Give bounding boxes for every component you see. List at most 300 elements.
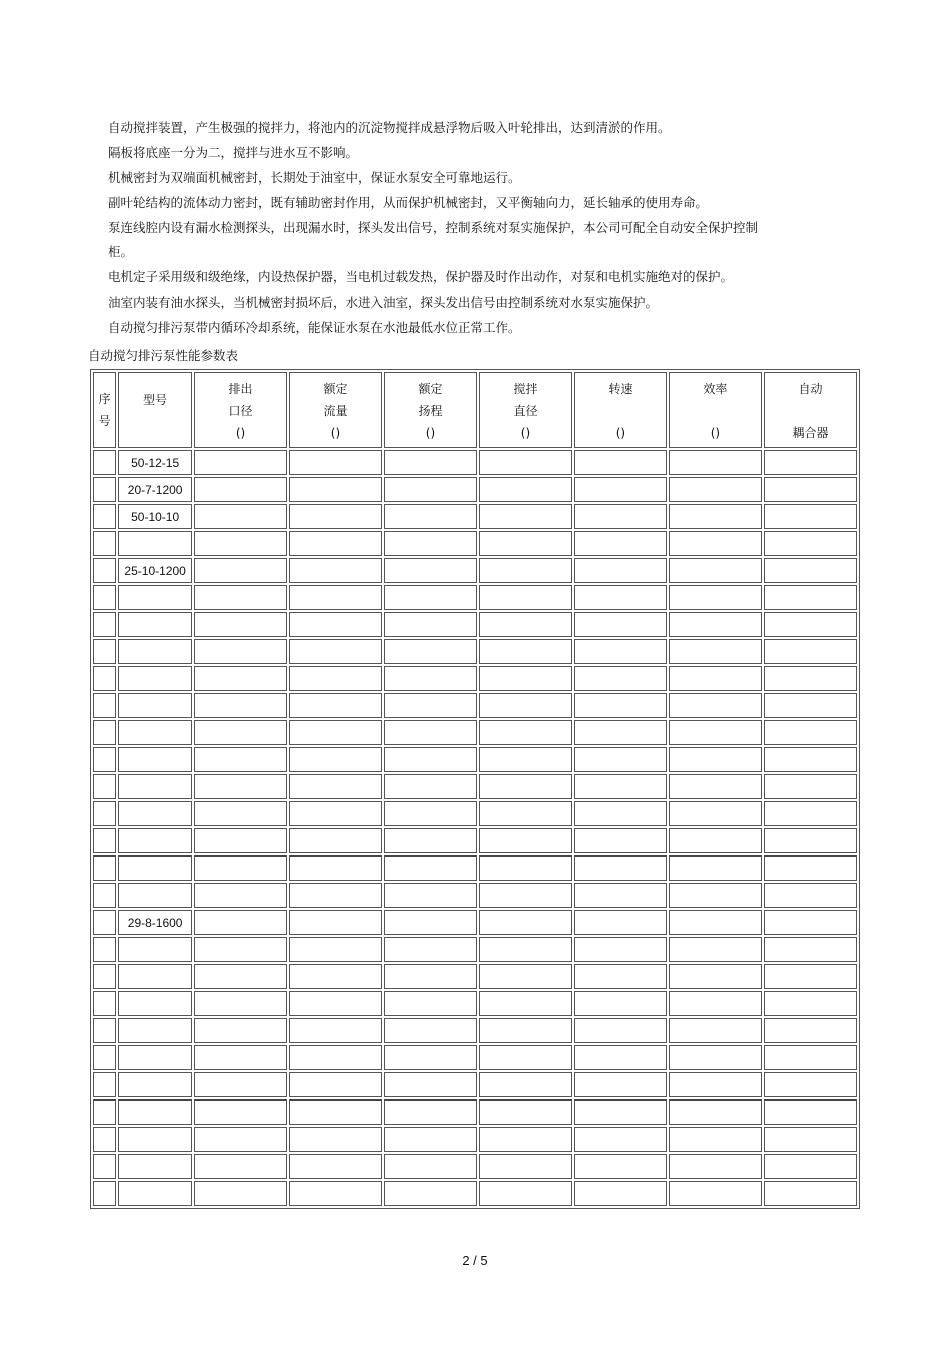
cell-value <box>669 450 762 475</box>
cell-value <box>384 612 477 637</box>
cell-value <box>384 558 477 583</box>
table-row <box>93 801 857 826</box>
cell-value <box>194 450 287 475</box>
cell-value <box>289 639 382 664</box>
cell-value <box>669 883 762 908</box>
cell-value <box>289 801 382 826</box>
cell-value <box>479 531 572 556</box>
cell-model <box>118 937 192 962</box>
cell-value <box>574 1018 667 1043</box>
cell-value <box>479 450 572 475</box>
cell-value <box>289 450 382 475</box>
table-row <box>93 883 857 908</box>
paragraph-1: 自动搅拌装置，产生极强的搅拌力，将池内的沉淀物搅拌成悬浮物后吸入叶轮排出，达到清淤的作用。 <box>108 120 671 135</box>
page-number: 2 / 5 <box>462 1253 488 1268</box>
cell-value <box>669 531 762 556</box>
cell-value <box>669 477 762 502</box>
cell-value <box>384 1099 477 1125</box>
cell-value <box>574 991 667 1016</box>
cell-value <box>479 828 572 853</box>
cell-value <box>764 747 857 772</box>
cell-value <box>384 801 477 826</box>
header-stir-diameter: 搅拌 直径 () <box>479 372 572 448</box>
cell-model <box>118 828 192 853</box>
cell-value <box>574 666 667 691</box>
cell-value <box>384 883 477 908</box>
cell-value <box>669 558 762 583</box>
cell-value <box>194 639 287 664</box>
paragraph-5: 泵连线腔内设有漏水检测探头，出现漏水时，探头发出信号，控制系统对泵实施保护，本公司可配全自动安全保护控制 <box>108 220 759 235</box>
cell-seq <box>93 1045 116 1070</box>
cell-model <box>118 801 192 826</box>
cell-value <box>289 504 382 529</box>
cell-value <box>669 1018 762 1043</box>
header-coupling: 自动 耦合器 <box>764 372 857 448</box>
cell-value <box>194 1018 287 1043</box>
header-flow: 额定 流量 () <box>289 372 382 448</box>
cell-value <box>764 612 857 637</box>
cell-value <box>289 774 382 799</box>
cell-value <box>574 964 667 989</box>
cell-value <box>479 639 572 664</box>
cell-seq <box>93 1072 116 1097</box>
cell-seq <box>93 855 116 881</box>
header-model: 型号 <box>118 372 192 448</box>
cell-value <box>574 747 667 772</box>
cell-value <box>479 1154 572 1179</box>
cell-value <box>574 639 667 664</box>
cell-seq <box>93 774 116 799</box>
cell-value <box>194 1045 287 1070</box>
cell-value <box>194 991 287 1016</box>
cell-value <box>289 1072 382 1097</box>
cell-seq <box>93 450 116 475</box>
cell-value <box>764 1018 857 1043</box>
cell-value <box>479 693 572 718</box>
cell-value <box>194 1072 287 1097</box>
cell-value <box>289 693 382 718</box>
cell-value <box>384 964 477 989</box>
cell-value <box>289 964 382 989</box>
cell-value <box>194 910 287 935</box>
cell-value <box>574 910 667 935</box>
cell-model <box>118 720 192 745</box>
cell-value <box>384 991 477 1016</box>
table-row <box>93 1045 857 1070</box>
cell-value <box>384 1154 477 1179</box>
table-row <box>93 558 857 583</box>
cell-value <box>384 585 477 610</box>
cell-value <box>764 774 857 799</box>
cell-value <box>764 937 857 962</box>
cell-model: 29-8-1600 <box>118 910 192 935</box>
cell-value <box>384 720 477 745</box>
paragraph-3: 机械密封为双端面机械密封，长期处于油室中，保证水泵安全可靠地运行。 <box>108 170 521 185</box>
cell-value <box>194 1127 287 1152</box>
paragraph-2: 隔板将底座一分为二，搅拌与进水互不影响。 <box>108 145 359 160</box>
cell-value <box>764 1127 857 1152</box>
cell-value <box>384 828 477 853</box>
cell-seq <box>93 801 116 826</box>
cell-value <box>764 801 857 826</box>
cell-value <box>384 1018 477 1043</box>
table-row <box>93 991 857 1016</box>
cell-seq <box>93 585 116 610</box>
cell-value <box>669 747 762 772</box>
cell-value <box>764 991 857 1016</box>
table-row <box>93 1099 857 1125</box>
table-row <box>93 666 857 691</box>
cell-seq <box>93 531 116 556</box>
cell-value <box>764 639 857 664</box>
cell-value <box>764 1099 857 1125</box>
cell-value <box>479 1099 572 1125</box>
cell-value <box>479 720 572 745</box>
cell-value <box>669 1154 762 1179</box>
cell-seq <box>93 666 116 691</box>
cell-value <box>669 1072 762 1097</box>
cell-value <box>574 1127 667 1152</box>
cell-value <box>479 801 572 826</box>
cell-value <box>574 801 667 826</box>
cell-value <box>289 828 382 853</box>
table-row <box>93 774 857 799</box>
cell-value <box>574 531 667 556</box>
cell-value <box>384 910 477 935</box>
cell-value <box>289 937 382 962</box>
cell-model <box>118 883 192 908</box>
table-row <box>93 477 857 502</box>
cell-value <box>479 558 572 583</box>
cell-value <box>574 774 667 799</box>
cell-value <box>669 910 762 935</box>
table-row <box>93 747 857 772</box>
cell-value <box>194 1154 287 1179</box>
cell-model <box>118 1045 192 1070</box>
cell-value <box>384 1127 477 1152</box>
cell-value <box>289 1045 382 1070</box>
cell-value <box>574 612 667 637</box>
cell-seq <box>93 558 116 583</box>
cell-model <box>118 991 192 1016</box>
cell-value <box>479 666 572 691</box>
cell-value <box>194 612 287 637</box>
cell-value <box>479 504 572 529</box>
cell-value <box>669 991 762 1016</box>
table-title: 自动搅匀排污泵性能参数表 <box>88 348 239 363</box>
cell-value <box>289 666 382 691</box>
cell-value <box>479 1045 572 1070</box>
header-efficiency: 效率 () <box>669 372 762 448</box>
cell-value <box>289 531 382 556</box>
table-row <box>93 964 857 989</box>
cell-value <box>194 828 287 853</box>
cell-value <box>574 1181 667 1206</box>
cell-model: 20-7-1200 <box>118 477 192 502</box>
table-row <box>93 1018 857 1043</box>
cell-seq <box>93 720 116 745</box>
cell-model <box>118 855 192 881</box>
table-row <box>93 504 857 529</box>
cell-seq <box>93 693 116 718</box>
cell-value <box>384 1072 477 1097</box>
cell-model <box>118 774 192 799</box>
cell-value <box>289 585 382 610</box>
cell-value <box>574 1099 667 1125</box>
cell-model <box>118 693 192 718</box>
cell-model <box>118 585 192 610</box>
cell-value <box>479 1181 572 1206</box>
cell-value <box>764 828 857 853</box>
table-row <box>93 450 857 475</box>
cell-value <box>384 450 477 475</box>
cell-seq <box>93 504 116 529</box>
cell-value <box>764 450 857 475</box>
cell-value <box>194 558 287 583</box>
cell-value <box>764 585 857 610</box>
cell-model <box>118 531 192 556</box>
header-speed: 转速 () <box>574 372 667 448</box>
cell-value <box>669 612 762 637</box>
cell-seq <box>93 1099 116 1125</box>
cell-model <box>118 1018 192 1043</box>
cell-value <box>289 1099 382 1125</box>
cell-value <box>574 1045 667 1070</box>
cell-value <box>479 1018 572 1043</box>
cell-value <box>574 450 667 475</box>
paragraph-4: 副叶轮结构的流体动力密封，既有辅助密封作用，从而保护机械密封，又平衡轴向力，延长轴承的使用寿命。 <box>108 195 709 210</box>
cell-value <box>574 1072 667 1097</box>
cell-value <box>764 1072 857 1097</box>
cell-model <box>118 1154 192 1179</box>
cell-value <box>384 747 477 772</box>
cell-value <box>289 855 382 881</box>
table-row <box>93 639 857 664</box>
cell-seq <box>93 937 116 962</box>
cell-value <box>669 855 762 881</box>
cell-model <box>118 1181 192 1206</box>
cell-value <box>289 720 382 745</box>
cell-value <box>669 801 762 826</box>
table-row <box>93 1072 857 1097</box>
cell-value <box>194 720 287 745</box>
cell-value <box>479 747 572 772</box>
table-row <box>93 693 857 718</box>
table-row <box>93 531 857 556</box>
cell-value <box>289 1181 382 1206</box>
cell-value <box>669 1127 762 1152</box>
cell-value <box>194 585 287 610</box>
cell-value <box>479 774 572 799</box>
table-row <box>93 585 857 610</box>
cell-value <box>764 693 857 718</box>
cell-seq <box>93 883 116 908</box>
table-row <box>93 855 857 881</box>
table-row <box>93 910 857 935</box>
cell-value <box>384 531 477 556</box>
header-seq: 序 号 <box>93 372 116 448</box>
cell-seq <box>93 964 116 989</box>
cell-value <box>479 585 572 610</box>
cell-value <box>479 937 572 962</box>
cell-value <box>194 504 287 529</box>
cell-value <box>194 1099 287 1125</box>
table-header-row <box>93 372 857 448</box>
cell-value <box>574 558 667 583</box>
header-head: 额定 扬程 () <box>384 372 477 448</box>
cell-value <box>669 828 762 853</box>
cell-value <box>289 910 382 935</box>
cell-value <box>194 801 287 826</box>
table-row <box>93 828 857 853</box>
cell-value <box>289 1127 382 1152</box>
paragraph-5-continued: 柜。 <box>108 244 134 259</box>
cell-value <box>384 1045 477 1070</box>
cell-value <box>669 720 762 745</box>
cell-value <box>764 666 857 691</box>
paragraph-8: 自动搅匀排污泵带内循环冷却系统，能保证水泵在水池最低水位正常工作。 <box>108 320 521 335</box>
cell-value <box>194 747 287 772</box>
cell-value <box>194 937 287 962</box>
cell-value <box>574 585 667 610</box>
cell-value <box>289 991 382 1016</box>
cell-value <box>479 1072 572 1097</box>
cell-value <box>194 666 287 691</box>
cell-value <box>764 558 857 583</box>
cell-model <box>118 1072 192 1097</box>
cell-value <box>194 531 287 556</box>
cell-value <box>289 558 382 583</box>
cell-value <box>574 477 667 502</box>
cell-value <box>479 1127 572 1152</box>
cell-value <box>574 855 667 881</box>
cell-value <box>384 1181 477 1206</box>
cell-value <box>289 1018 382 1043</box>
cell-seq <box>93 1018 116 1043</box>
cell-seq <box>93 1127 116 1152</box>
cell-value <box>479 991 572 1016</box>
cell-seq <box>93 747 116 772</box>
cell-value <box>669 639 762 664</box>
cell-value <box>479 477 572 502</box>
cell-value <box>574 720 667 745</box>
cell-value <box>479 883 572 908</box>
cell-value <box>764 531 857 556</box>
cell-value <box>764 1154 857 1179</box>
cell-value <box>669 774 762 799</box>
cell-value <box>764 910 857 935</box>
cell-model: 50-12-15 <box>118 450 192 475</box>
cell-value <box>764 883 857 908</box>
cell-value <box>669 693 762 718</box>
cell-value <box>384 693 477 718</box>
table-row <box>93 1181 857 1206</box>
cell-value <box>289 612 382 637</box>
cell-value <box>669 1099 762 1125</box>
cell-model: 25-10-1200 <box>118 558 192 583</box>
cell-seq <box>93 639 116 664</box>
cell-model <box>118 747 192 772</box>
cell-seq <box>93 477 116 502</box>
cell-value <box>574 693 667 718</box>
cell-value <box>194 693 287 718</box>
cell-value <box>574 937 667 962</box>
table-row <box>93 937 857 962</box>
cell-value <box>384 666 477 691</box>
cell-value <box>194 774 287 799</box>
cell-value <box>194 964 287 989</box>
cell-value <box>669 964 762 989</box>
cell-model <box>118 964 192 989</box>
cell-value <box>764 477 857 502</box>
cell-value <box>669 504 762 529</box>
table-row <box>93 1154 857 1179</box>
cell-value <box>764 720 857 745</box>
cell-value <box>194 477 287 502</box>
cell-value <box>384 937 477 962</box>
table-row <box>93 720 857 745</box>
header-outlet: 排出 口径 () <box>194 372 287 448</box>
cell-value <box>669 585 762 610</box>
cell-value <box>479 612 572 637</box>
cell-value <box>574 504 667 529</box>
cell-value <box>574 828 667 853</box>
cell-value <box>764 964 857 989</box>
table-row <box>93 612 857 637</box>
cell-model <box>118 1127 192 1152</box>
cell-value <box>669 937 762 962</box>
paragraph-7: 油室内装有油水探头，当机械密封损坏后，水进入油室，探头发出信号由控制系统对水泵实施保护。 <box>108 295 659 310</box>
cell-value <box>384 855 477 881</box>
cell-seq <box>93 991 116 1016</box>
cell-value <box>669 1181 762 1206</box>
cell-value <box>384 774 477 799</box>
cell-value <box>764 504 857 529</box>
cell-value <box>384 504 477 529</box>
cell-model <box>118 1099 192 1125</box>
cell-value <box>479 964 572 989</box>
cell-value <box>669 1045 762 1070</box>
cell-value <box>384 477 477 502</box>
cell-value <box>479 910 572 935</box>
cell-value <box>764 1045 857 1070</box>
cell-value <box>764 855 857 881</box>
cell-value <box>194 855 287 881</box>
cell-seq <box>93 612 116 637</box>
cell-value <box>574 883 667 908</box>
table-row <box>93 1127 857 1152</box>
cell-value <box>574 1154 667 1179</box>
cell-value <box>289 1154 382 1179</box>
cell-seq <box>93 828 116 853</box>
cell-value <box>384 639 477 664</box>
cell-value <box>479 855 572 881</box>
cell-value <box>194 883 287 908</box>
cell-seq <box>93 910 116 935</box>
performance-table <box>90 369 860 1209</box>
cell-value <box>289 477 382 502</box>
cell-value <box>669 666 762 691</box>
cell-model: 50-10-10 <box>118 504 192 529</box>
cell-value <box>289 747 382 772</box>
cell-model <box>118 612 192 637</box>
cell-value <box>764 1181 857 1206</box>
paragraph-6: 电机定子采用级和级绝缘，内设热保护器，当电机过载发热，保护器及时作出动作，对泵和电机实施绝对的保护。 <box>108 269 734 284</box>
cell-seq <box>93 1181 116 1206</box>
cell-value <box>289 883 382 908</box>
cell-model <box>118 639 192 664</box>
cell-seq <box>93 1154 116 1179</box>
